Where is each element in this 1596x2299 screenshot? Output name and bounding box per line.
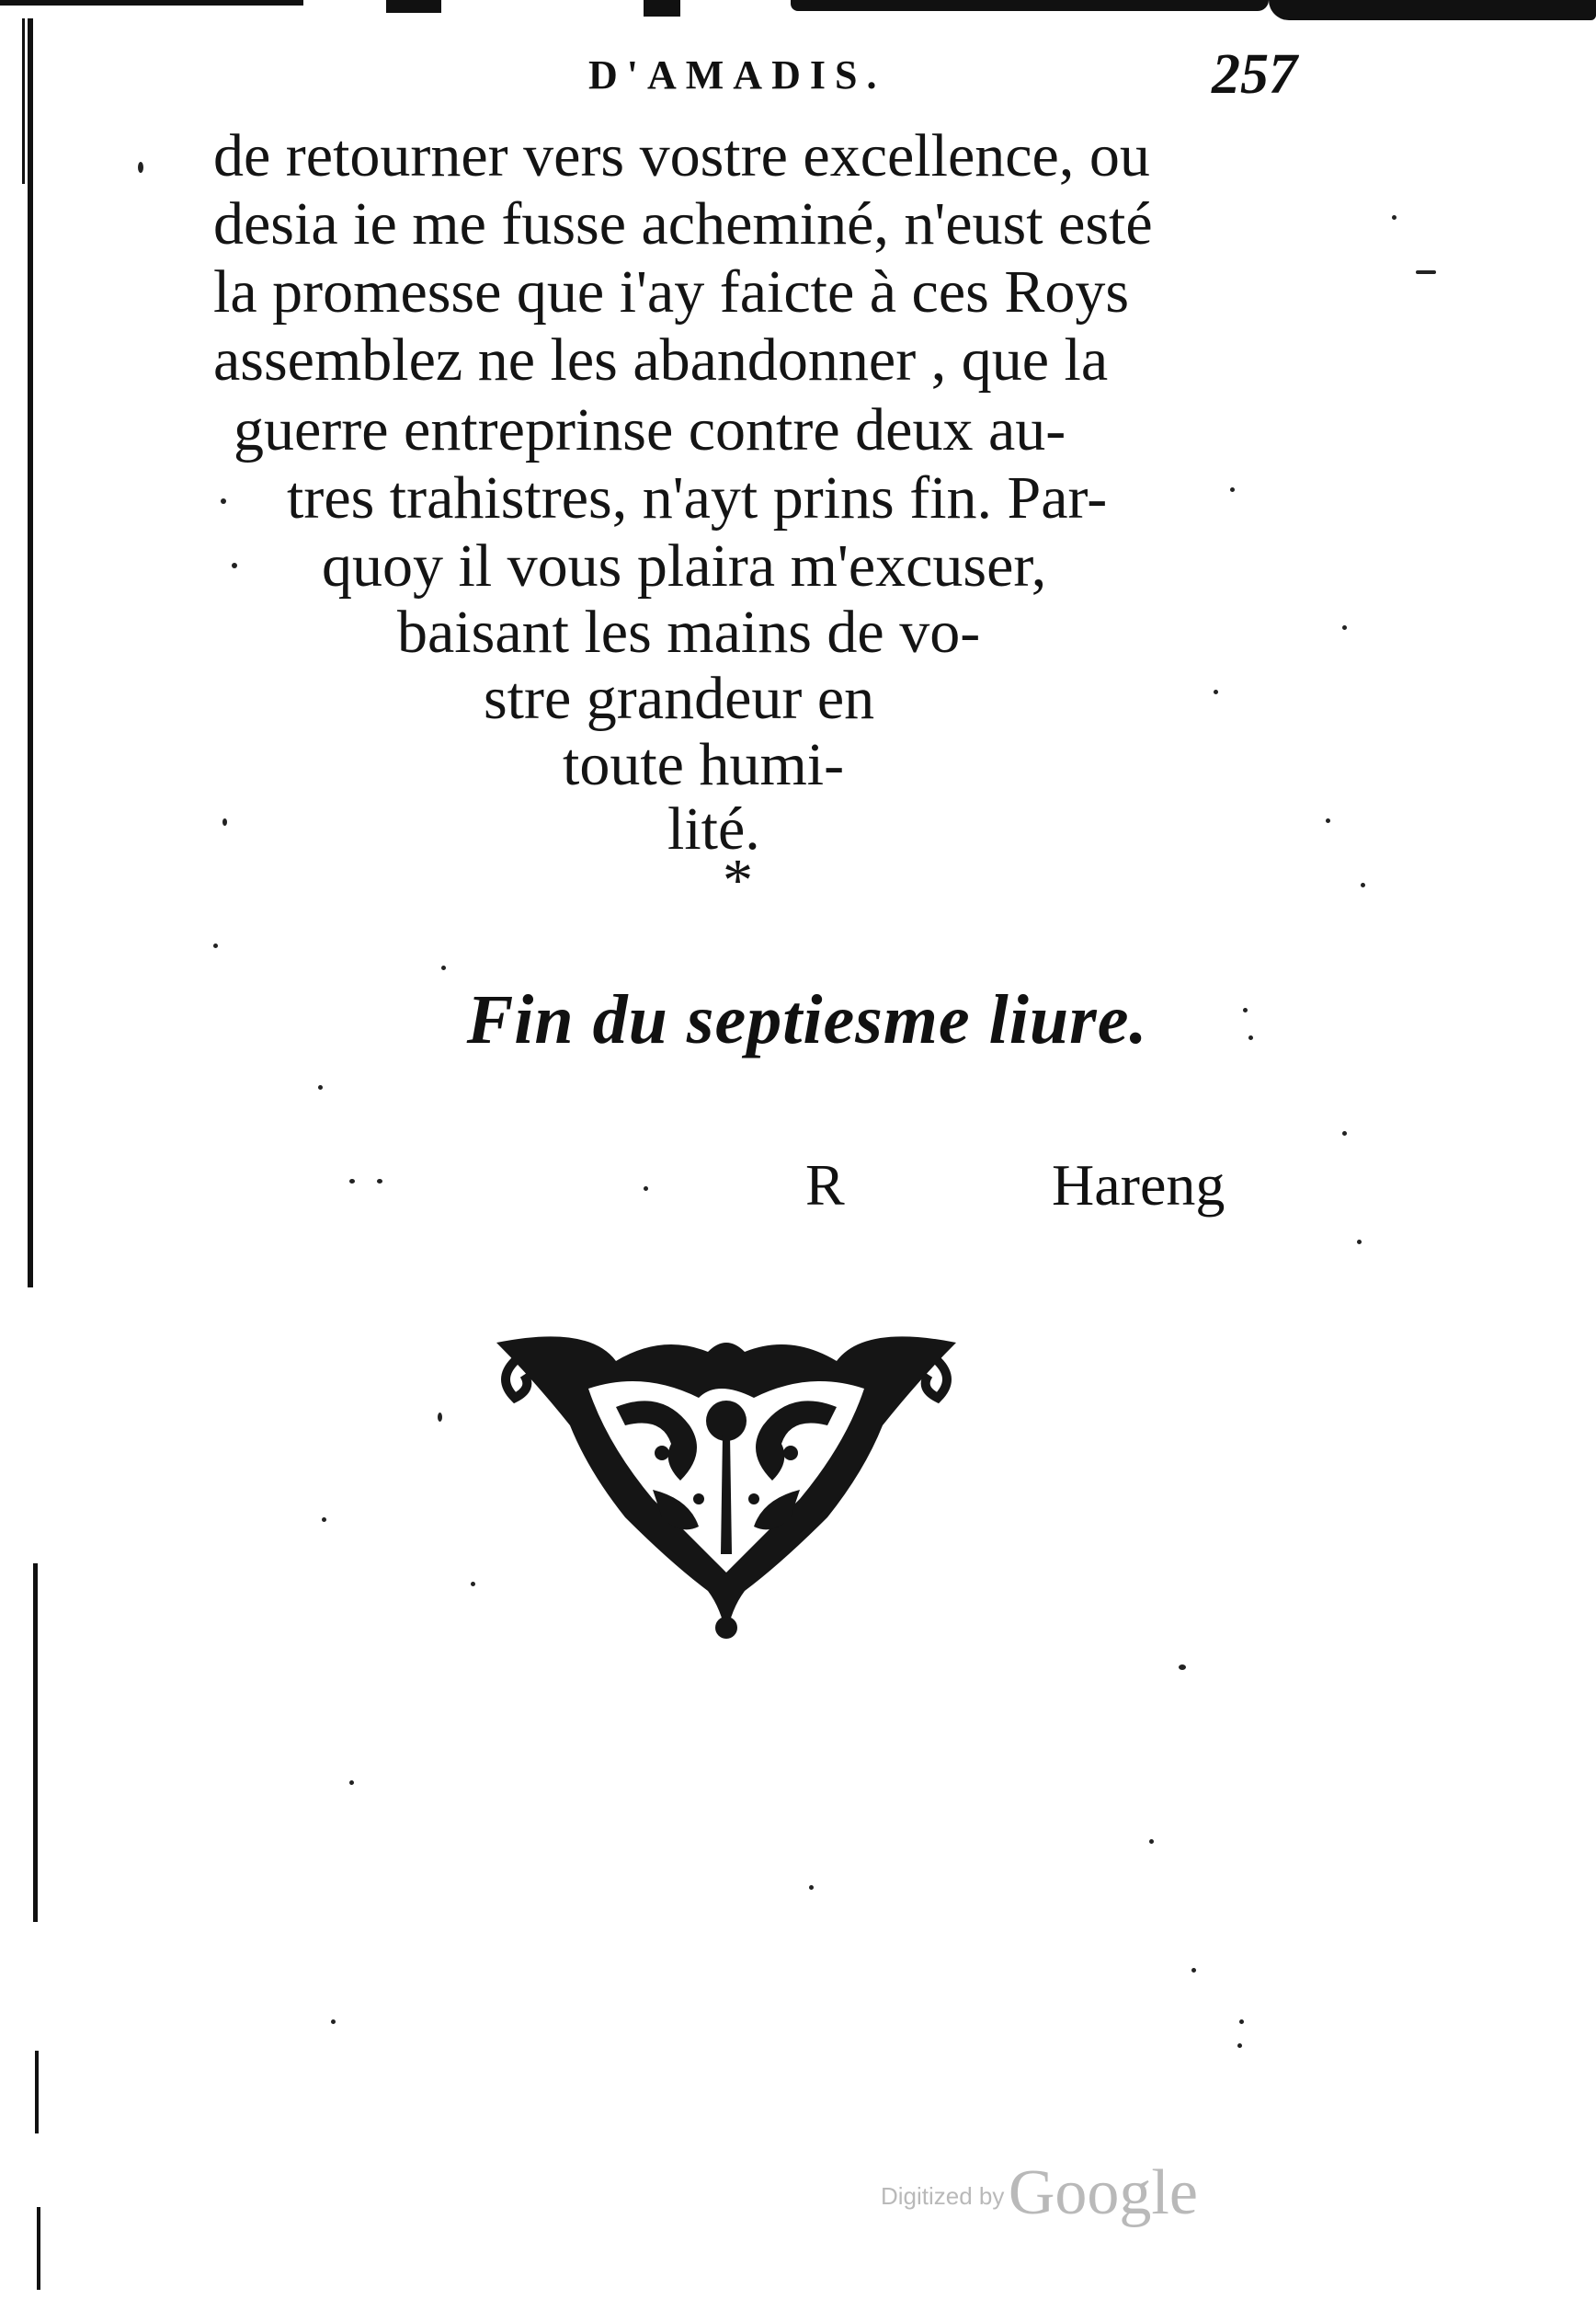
- text-line: la promesse que i'ay faicte à ces Roys: [213, 258, 1130, 326]
- text-line: quoy il vous plaira m'excuser,: [322, 532, 1047, 600]
- ink-speck: [138, 162, 143, 173]
- ink-speck: [644, 1186, 648, 1191]
- text-line: lité.: [667, 795, 760, 863]
- ink-speck: [1357, 1240, 1362, 1244]
- watermark-prefix: Digitized by: [881, 2182, 1005, 2210]
- ink-speck: [1342, 625, 1347, 630]
- text-line: tres trahistres, n'ayt prins fin. Par-: [287, 464, 1108, 532]
- ink-speck: [441, 966, 446, 970]
- ink-speck: [349, 1780, 354, 1785]
- ink-speck: [1361, 883, 1365, 887]
- text-line: baisant les mains de vo-: [397, 599, 981, 666]
- ink-speck: [1179, 1664, 1186, 1670]
- ink-speck: [1214, 690, 1218, 694]
- text-line: toute humi-: [563, 731, 845, 798]
- ink-speck: [1248, 1035, 1253, 1040]
- ornament-dot: [655, 1446, 669, 1460]
- text-line: de retourner vers vostre excellence, ou: [213, 122, 1150, 189]
- ink-speck: [349, 1179, 355, 1184]
- fleuron-ornament: [478, 1324, 975, 1655]
- ink-speck: [438, 1413, 442, 1422]
- binding-line: [22, 18, 25, 184]
- ornament-dot: [783, 1446, 798, 1460]
- ink-speck: [213, 944, 218, 948]
- text-line: desia ie me fusse acheminé, n'eust esté: [213, 190, 1153, 257]
- ink-speck: [1342, 1131, 1347, 1136]
- binding-line: [33, 1563, 38, 1922]
- ink-speck: [232, 563, 237, 568]
- running-head: D'AMADIS.: [588, 52, 886, 97]
- ink-speck: [1239, 2019, 1244, 2024]
- ink-speck: [322, 1517, 326, 1522]
- ink-speck: [1392, 215, 1396, 220]
- book-end-title: Fin du septiesme liure.: [466, 981, 1148, 1058]
- torn-top-edge: [0, 0, 1596, 28]
- ink-speck: [331, 2019, 336, 2024]
- ornament-pendant: [715, 1617, 737, 1639]
- ornament-stem: [721, 1435, 732, 1554]
- ink-speck: [1230, 487, 1235, 492]
- ink-speck: [809, 1885, 814, 1890]
- ink-speck: [377, 1179, 382, 1184]
- signature-mark: R: [805, 1152, 845, 1218]
- ornament-dot: [748, 1493, 759, 1504]
- ink-speck: [318, 1085, 323, 1090]
- text-line: assemblez ne les abandonner , que la: [213, 326, 1109, 394]
- ink-speck: [471, 1582, 475, 1586]
- ink-speck: [1326, 818, 1330, 823]
- google-logo: Google: [1008, 2157, 1198, 2228]
- page-number: 257: [1212, 43, 1297, 106]
- ink-speck: [222, 818, 227, 826]
- text-line: stre grandeur en: [484, 665, 875, 732]
- ink-speck: [1149, 1839, 1154, 1844]
- digitized-watermark: [881, 2156, 1198, 2230]
- ink-speck: [1243, 1008, 1248, 1012]
- asterisk: *: [723, 847, 753, 914]
- ink-speck: [1416, 270, 1436, 274]
- ink-speck: [1237, 2043, 1242, 2048]
- binding-line: [37, 2207, 40, 2290]
- catchword: Hareng: [1052, 1152, 1226, 1218]
- ornament-dot: [693, 1493, 704, 1504]
- ink-speck: [1191, 1968, 1196, 1973]
- ink-speck: [221, 498, 226, 504]
- binding-line: [35, 2051, 39, 2133]
- text-line: guerre entreprinse contre deux au-: [234, 396, 1066, 463]
- binding-line: [28, 18, 33, 1287]
